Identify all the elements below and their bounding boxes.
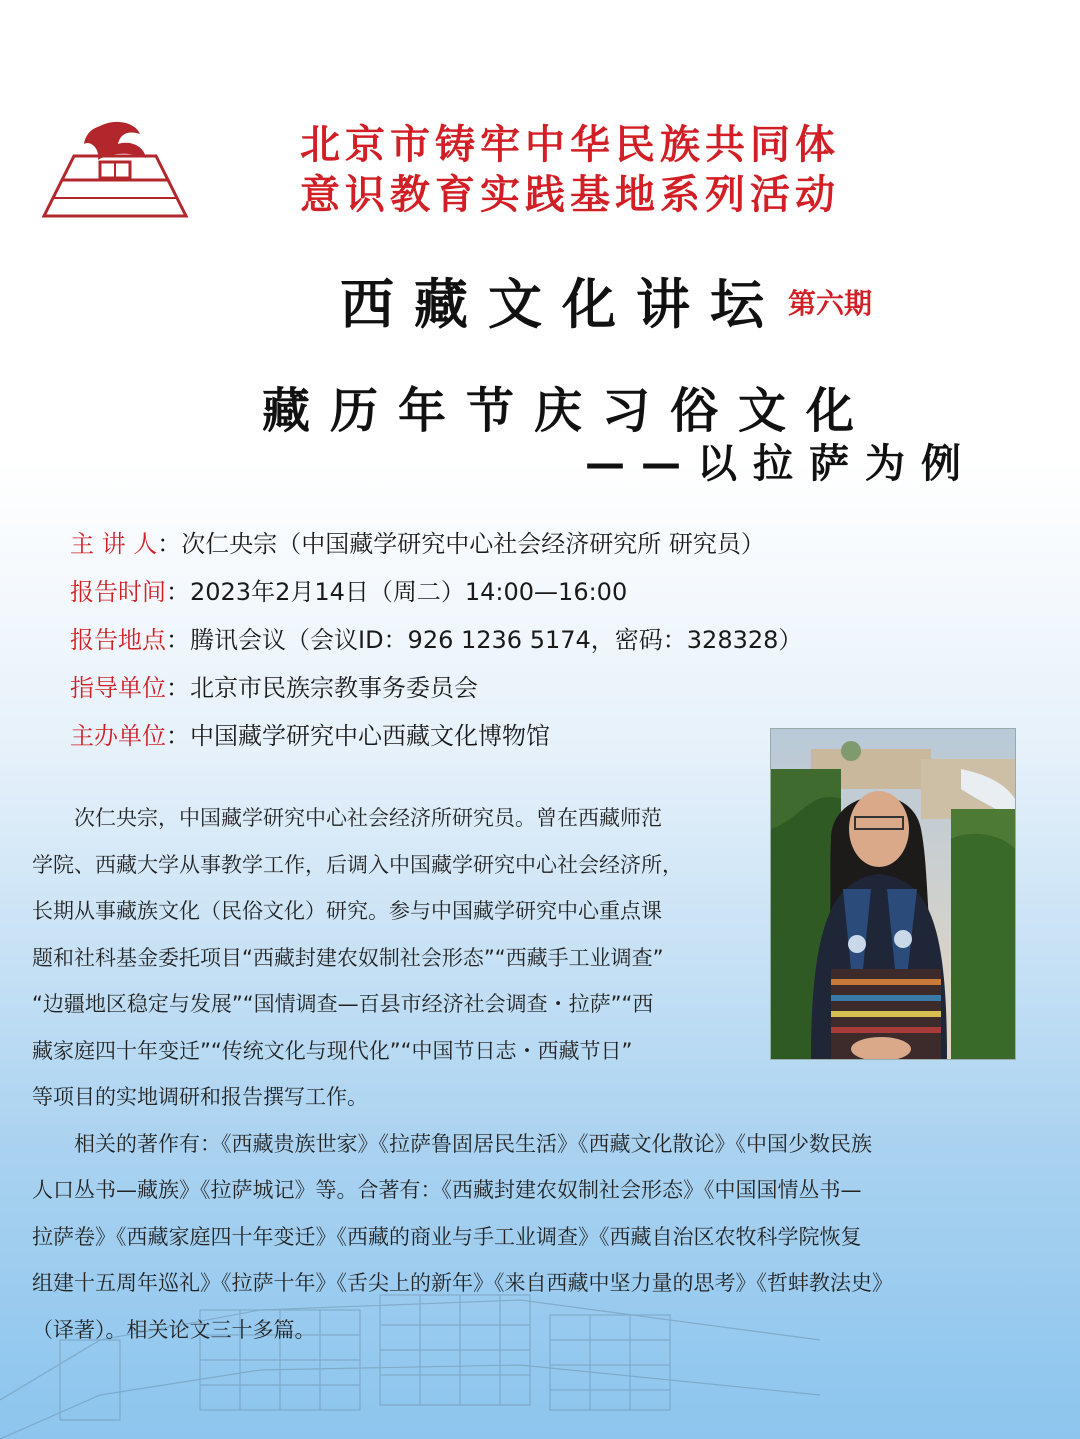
speaker-biography: [32, 795, 893, 1353]
bio-line: 次仁央宗，中国藏学研究中心社会经济所研究员。曾在西藏师范: [32, 806, 662, 830]
info-separator: ：: [166, 674, 190, 702]
info-value: 中国藏学研究中心西藏文化博物馆: [190, 722, 550, 750]
forum-name: 西藏文化讲坛: [340, 272, 784, 336]
info-row-guidance: [70, 664, 1050, 712]
issue-number: 第六期: [788, 287, 873, 320]
museum-logo: [40, 118, 190, 220]
info-label: 报告时间: [70, 578, 166, 606]
bio-line: 长期从事藏族文化（民俗文化）研究。参与中国藏学研究中心重点课: [32, 899, 662, 923]
info-value: 北京市民族宗教事务委员会: [190, 674, 478, 702]
info-separator: ：: [166, 722, 190, 750]
info-label: 主 讲 人: [70, 530, 158, 558]
event-info: [70, 520, 1050, 760]
info-separator: ：: [166, 578, 190, 606]
organization-title: [300, 120, 840, 220]
bio-line: “边疆地区稳定与发展”“国情调查—百县市经济社会调查・拉萨”“西: [32, 992, 654, 1016]
bio-line: （译著）。相关论文三十多篇。: [32, 1317, 316, 1342]
bio-line: 学院、西藏大学从事教学工作，后调入中国藏学研究中心社会经济所，: [32, 852, 683, 877]
info-value: 次仁央宗（中国藏学研究中心社会经济研究所 研究员）: [181, 530, 765, 558]
info-row-time: [70, 568, 1050, 616]
info-separator: ：: [157, 530, 182, 558]
museum-logo-icon: [40, 118, 190, 220]
forum-heading: [340, 262, 872, 334]
info-label: 报告地点: [70, 626, 166, 654]
info-label: 指导单位: [70, 674, 166, 702]
info-label: 主办单位: [70, 722, 166, 750]
bio-line: 藏家庭四十年变迁”“传统文化与现代化”“中国节日志・西藏节日”: [32, 1038, 633, 1063]
info-row-speaker: [70, 520, 1050, 568]
info-separator: ：: [166, 626, 190, 654]
bio-line: 等项目的实地调研和报告撰写工作。: [32, 1085, 368, 1109]
info-value: 2023年2月14日（周二）14:00—16:00: [190, 578, 628, 606]
organization-title-line1: 北京市铸牢中华民族共同体: [300, 121, 840, 168]
lecture-title: 藏历年节庆习俗文化: [262, 383, 875, 439]
bio-line: 拉萨卷》《西藏家庭四十年变迁》《西藏的商业与手工业调查》《西藏自治区农牧科学院恢复: [32, 1224, 862, 1249]
lecture-subtitle: ——以拉萨为例: [585, 441, 977, 487]
info-row-location: [70, 616, 1050, 664]
organization-title-line2: 意识教育实践基地系列活动: [300, 171, 840, 218]
bio-line: 人口丛书—藏族》《拉萨城记》等。合著有：《西藏封建农奴制社会形态》《中国国情丛书—: [32, 1178, 862, 1202]
bio-line: 组建十五周年巡礼》《拉萨十年》《舌尖上的新年》《来自西藏中坚力量的思考》《哲蚌教法史》: [32, 1271, 893, 1295]
info-value: 腾讯会议（会议ID：926 1236 5174，密码：328328）: [190, 626, 803, 654]
bio-line: 题和社科基金委托项目“西藏封建农奴制社会形态”“西藏手工业调查”: [32, 945, 664, 970]
bio-line: 相关的著作有：《西藏贵族世家》《拉萨鲁固居民生活》《西藏文化散论》《中国少数民族: [32, 1131, 872, 1156]
